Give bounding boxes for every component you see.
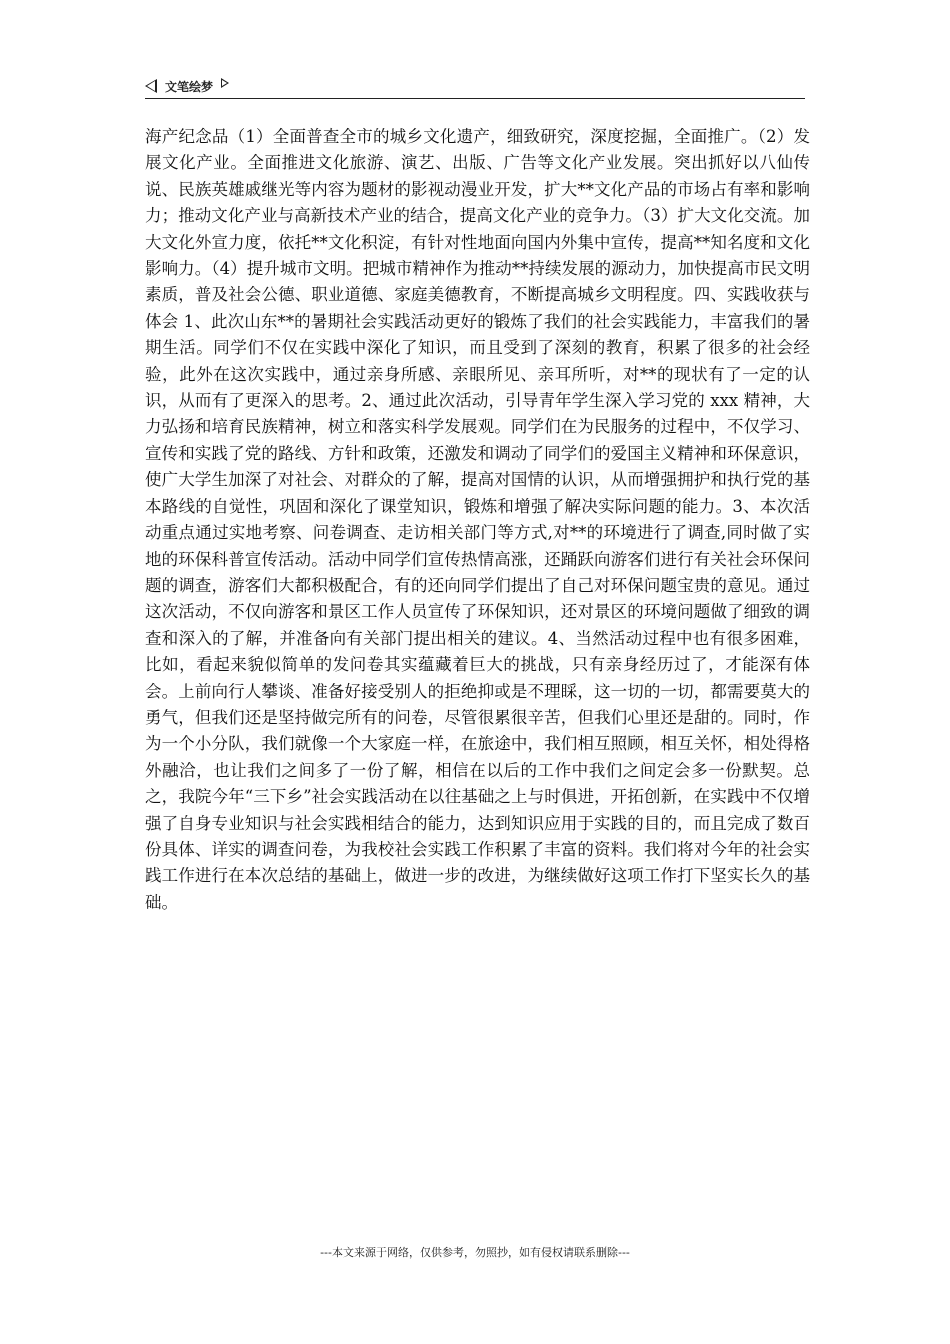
body-paragraph: 海产纪念品（1）全面普查全市的城乡文化遗产，细致研究，深度挖掘，全面推广。（2）发展文化产业。全面推进文化旅游、演艺、出版、广告等文化产业发展。突出抓好以八仙传说、民族英雄戚继光等内容为题材的影视动漫业开发，扩大**文化产品的市场占有率和影响力；推动文化产业与高新技术产业的结合，提高文化产业的竞争力。（3）扩大文化交流。加大文化外宣力度，依托**文化积淀，有针对性地面向国内外集中宣传，提高**知名度和文化影响力。（4）提升城市文明。把城市精神作为推动**持续发展的源动力，加快提高市民文明素质，普及社会公德、职业道德、家庭美德教育，不断提高城乡文明程度。四、实践收获与体会 1、此次山东**的暑期社会实践活动更好的锻炼了我们的社会实践能力，丰富我们的暑期生活。同学们不仅在实践中深化了知识，而且受到了深刻的教育，积累了很多的社会经验，此外在这次实践中，通过亲身所感、亲眼所见、亲耳所听，对**的现状有了一定的认识，从而有了更深入的思考。2、通过此次活动，引导青年学生深入学习党的 xxx 精神，大力弘扬和培育民族精神，树立和落实科学发展观。同学们在为民服务的过程中，不仅学习、宣传和实践了党的路线、方针和政策，还激发和调动了同学们的爱国主义精神和环保意识，使广大学生加深了对社会、对群众的了解，提高对国情的认识，从而增强拥护和执行党的基本路线的自觉性，巩固和深化了课堂知识，锻炼和增强了解决实际问题的能力。3、本次活动重点通过实地考察、问卷调查、走访相关部门等方式,对**的环境进行了调查,同时做了实地的环保科普宣传活动。活动中同学们宣传热情高涨，还踊跃向游客们进行有关社会环保问题的调查，游客们大都积极配合，有的还向同学们提出了自己对环保问题宝贵的意见。通过这次活动，不仅向游客和景区工作人员宣传了环保知识，还对景区的环境问题做了细致的调查和深入的了解，并准备向有关部门提出相关的建议。4、当然活动过程中也有很多困难，比如，看起来貌似简单的发问卷其实蕴藏着巨大的挑战，只有亲身经历过了，才能深有体会。上前向行人攀谈、准备好接受别人的拒绝抑或是不理睬，这一切的一切，都需要莫大的勇气，但我们还是坚持做完所有的问卷，尽管很累很辛苦，但我们心里还是甜的。同时，作为一个小分队，我们就像一个大家庭一样，在旅途中，我们相互照顾，相互关怀，相处得格外融洽，也让我们之间多了一份了解，相信在以后的工作中我们之间定会多一份默契。总之，我院今年“三下乡”社会实践活动在以往基础之上与时俱进，开拓创新，在实践中不仅增强了自身专业知识与社会实践相结合的能力，达到知识应用于实践的目的，而且完成了数百份具体、详实的调查问卷，为我校社会实践工作积累了丰富的资料。我们将对今年的社会实践工作进行在本次总结的基础上，做进一步的改进，为继续做好这项工作打下坚实长久的基础。 [145, 127, 810, 912]
right-triangle-icon [221, 78, 229, 88]
left-triangle-icon [145, 79, 157, 93]
footer-notice: ---本文来源于网络，仅供参考，勿照抄，如有侵权请联系删除--- [320, 1246, 630, 1259]
page-header [145, 74, 805, 99]
brand-label: 文笔绘梦 [165, 79, 214, 94]
